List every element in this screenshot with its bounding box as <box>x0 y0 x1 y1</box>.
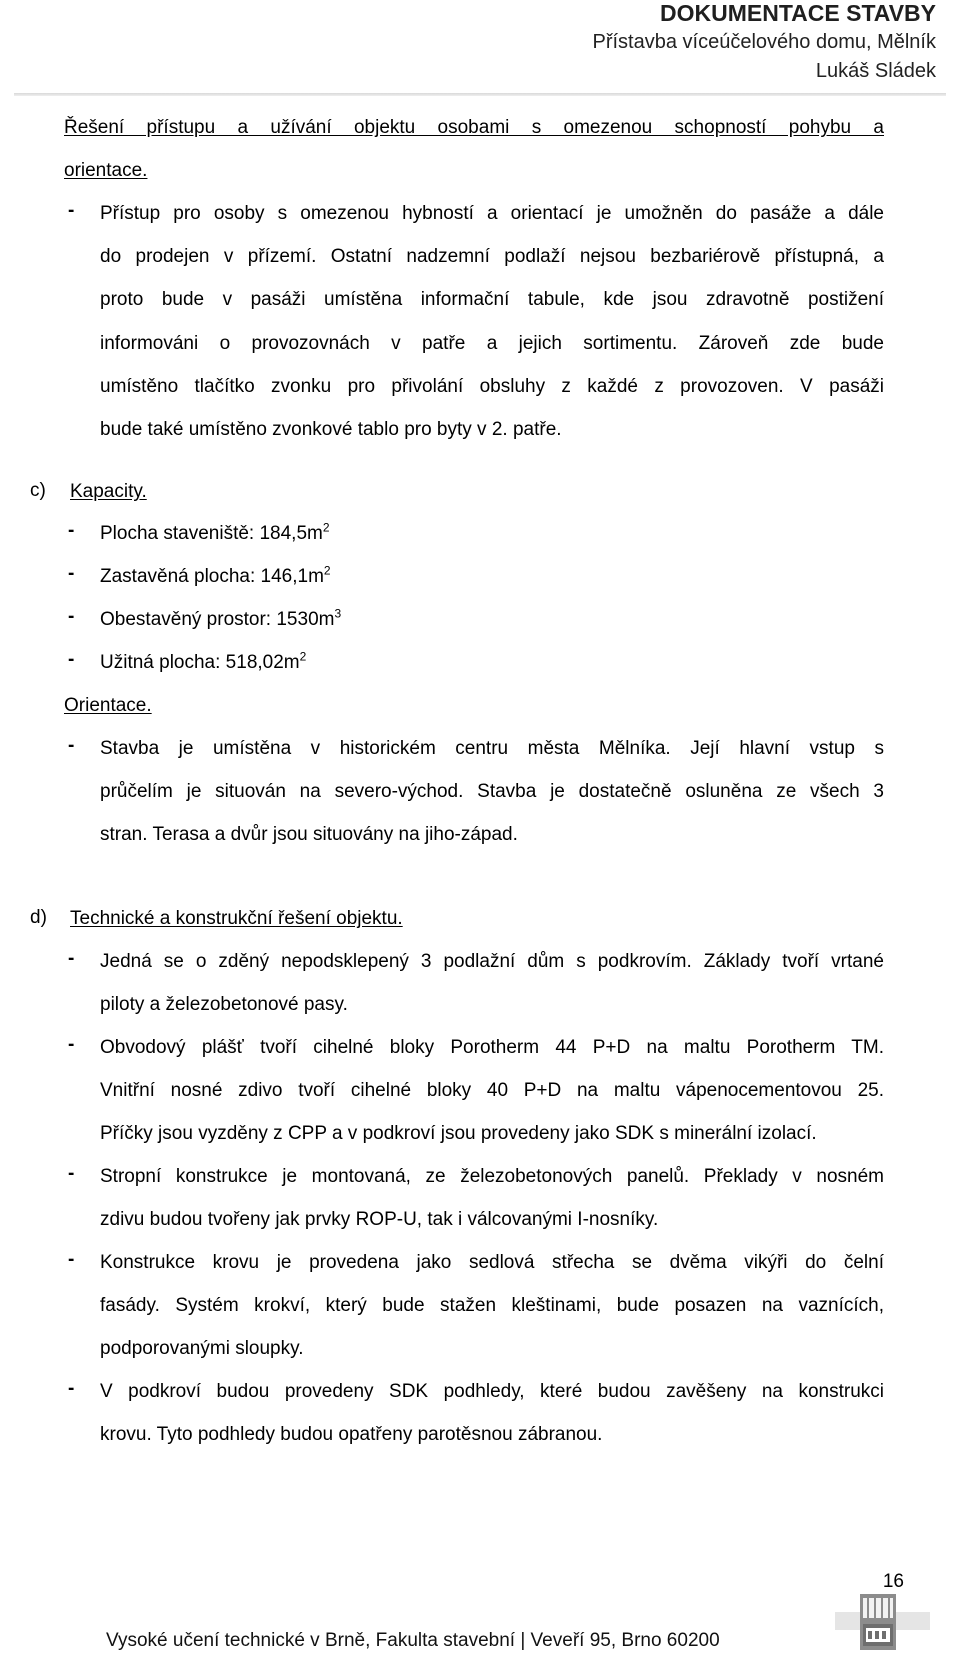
project-name: Přístavba víceúčelového domu, Mělník <box>592 31 936 53</box>
paragraph-line: Přístup pro osoby s omezenou hybností a orientací je umožněn do pasáže a dále <box>100 203 884 224</box>
list-bullet: - <box>68 606 75 627</box>
paragraph-line: proto bude v pasáži umístěna informační tabule, kde jsou zdravotně postižení <box>100 289 884 311</box>
paragraph-line: podporovanými sloupky. <box>100 1338 304 1360</box>
author-name: Lukáš Sládek <box>815 60 936 82</box>
page-footer: Vysoké učení technické v Brně, Fakulta stavební | Veveří 95, Brno 60200 <box>106 1630 720 1651</box>
paragraph-line: Stropní konstrukce je montovaná, ze železobetonových panelů. Překlady v nosném <box>100 1166 884 1187</box>
paragraph-line: stran. Terasa a dvůr jsou situovány na jiho-západ. <box>100 824 518 846</box>
unit-exponent: 3 <box>334 606 342 621</box>
header-divider <box>14 93 946 96</box>
document-title: DOKUMENTACE STAVBY <box>660 0 936 26</box>
list-bullet: - <box>68 735 75 756</box>
list-bullet: - <box>68 1378 75 1399</box>
paragraph-line: Stavba je umístěna v historickém centru města Mělníka. Její hlavní vstup s <box>100 738 884 759</box>
list-bullet: - <box>68 1163 75 1184</box>
capacity-item: Obestavěný prostor: $1530m^3$ <box>100 606 342 630</box>
paragraph-line: piloty a železobetonové pasy. <box>100 994 348 1016</box>
list-bullet: - <box>68 649 75 670</box>
list-bullet: - <box>68 563 75 584</box>
paragraph-line: Příčky jsou vyzděny z CPP a v podkroví jsou provedeny jako SDK s minerální izolací. <box>100 1123 817 1145</box>
paragraph-line: Obvodový plášť tvoří cihelné bloky Porotherm 44 P+D na maltu Porotherm TM. <box>100 1037 884 1058</box>
paragraph-line: průčelím je situován na severo-východ. Stavba je dostatečně osluněna ze všech 3 <box>100 781 884 803</box>
unit-exponent: 2 <box>323 563 331 578</box>
section-heading-technical: Technické a konstrukční řešení objektu. <box>70 908 403 929</box>
paragraph-line: krovu. Tyto podhledy budou opatřeny parotěsnou zábranou. <box>100 1424 603 1446</box>
section-heading-access: Řešení přístupu a užívání objektu osobami s omezenou schopností pohybu a <box>64 117 884 138</box>
paragraph-line: bude také umístěno zvonkové tablo pro byty v 2. patře. <box>100 419 562 440</box>
section-letter-c: c) <box>30 480 46 501</box>
university-logo-icon <box>835 1590 930 1652</box>
paragraph-line: informováni o provozovnách v patře a jejich sortimentu. Zároveň zde bude <box>100 332 884 354</box>
page-number: 16 <box>882 1571 904 1592</box>
paragraph-line: do prodejen v přízemí. Ostatní nadzemní podlaží nejsou bezbariérově přístupná, a <box>100 246 884 268</box>
paragraph-line: Konstrukce krovu je provedena jako sedlová střecha se dvěma vikýři do čelní <box>100 1252 884 1273</box>
list-bullet: - <box>68 520 75 541</box>
document-header <box>592 0 936 86</box>
unit-exponent: 2 <box>322 520 330 535</box>
section-heading-capacity: Kapacity. <box>70 481 147 502</box>
paragraph-line: Vnitřní nosné zdivo tvoří cihelné bloky 40 P+D na maltu vápenocementovou 25. <box>100 1080 884 1102</box>
capacity-item: Zastavěná plocha: $146,1m^2$ <box>100 563 331 587</box>
list-bullet: - <box>68 948 75 969</box>
capacity-item: Užitná plocha: $518,02m^2$ <box>100 649 307 673</box>
capacity-item: Plocha staveniště: $184,5m^2$ <box>100 520 330 544</box>
section-letter-d: d) <box>30 907 47 928</box>
unit-exponent: 2 <box>299 649 307 664</box>
paragraph-line: Jedná se o zděný nepodsklepený 3 podlažní dům s podkrovím. Základy tvoří vrtané <box>100 951 884 972</box>
paragraph-line: V podkroví budou provedeny SDK podhledy, které budou zavěšeny na konstrukci <box>100 1381 884 1402</box>
paragraph-line: umístěno tlačítko zvonku pro přivolání obsluhy z každé z provozoven. V pasáži <box>100 375 884 397</box>
list-bullet: - <box>68 1249 75 1270</box>
list-bullet: - <box>68 1034 75 1055</box>
paragraph-line: fasády. Systém krokví, který bude stažen kleštinami, bude posazen na vaznících, <box>100 1295 884 1317</box>
list-bullet: - <box>68 200 75 221</box>
section-heading-orientation: Orientace. <box>64 695 152 716</box>
paragraph-line: zdivu budou tvořeny jak prvky ROP-U, tak i válcovanými I-nosníky. <box>100 1209 659 1231</box>
section-heading-access-cont: orientace. <box>64 160 148 181</box>
